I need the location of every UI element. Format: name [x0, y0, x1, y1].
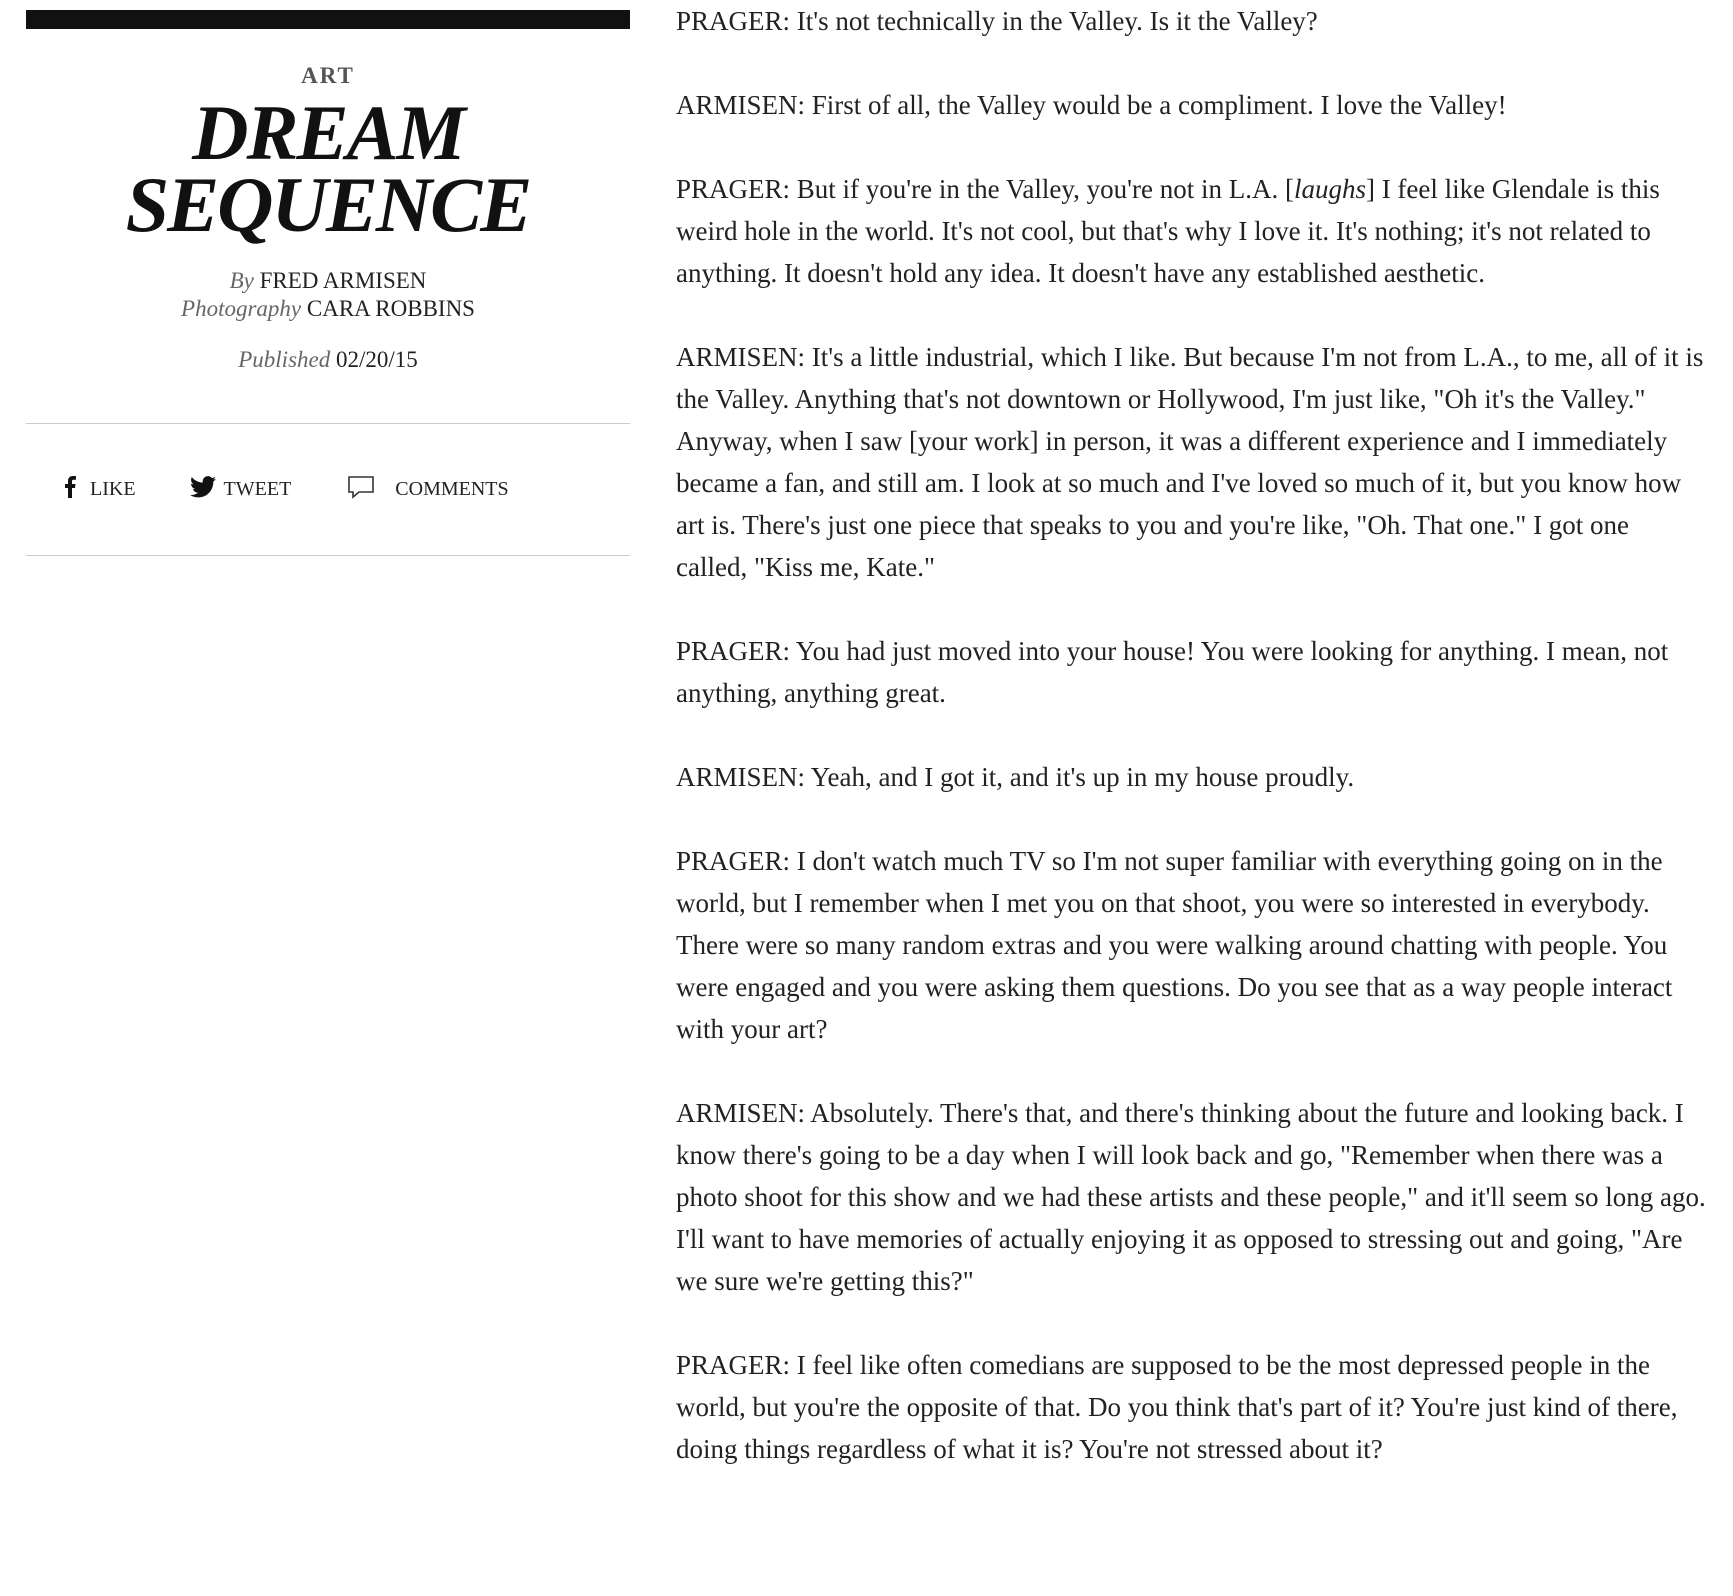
share-bar [26, 424, 630, 555]
article-body [676, 0, 1706, 1512]
facebook-icon [64, 476, 76, 504]
paragraph [676, 0, 1706, 42]
paragraph-text: Absolutely. There's that, and there's thinking about the future and looking back. I know there's going to be a day when I will look back and go, "Remember when there was a photo shoot for this show and we had these artists and these people," and it'll seem so long ago. I'll want to have memories of actually enjoying it as opposed to stressing out and going, "Are we sure we're getting this?" [676, 1098, 1706, 1296]
title-line: DREAM [192, 89, 464, 176]
speaker-name: ARMISEN : [676, 1098, 810, 1128]
by-label: By [229, 268, 254, 293]
paragraph-text: I feel like often comedians are supposed to be the most depressed people in the world, but you're the opposite of that. Do you think that's part of it? You're just kind of there, doing things regardless of what it is? You're not stressed about it? [676, 1350, 1678, 1464]
photo-credit [26, 295, 630, 323]
tweet-label: TWEET [223, 478, 292, 500]
paragraph-text: ] I feel like Glendale is this weird hole in the world. It's not cool, but that's why I love it. It's nothing; it's not related to anything. It doesn't hold any idea. It doesn't have any established aesthetic. [676, 174, 1660, 288]
stage-direction: laughs [1293, 174, 1366, 204]
twitter-icon [190, 476, 216, 504]
like-button[interactable] [64, 476, 136, 504]
published-label: Published [238, 347, 331, 372]
photography-label: Photography [181, 296, 302, 321]
paragraph [676, 1092, 1706, 1302]
author-name[interactable]: FRED ARMISEN [259, 268, 427, 293]
comments-button[interactable] [347, 475, 508, 505]
paragraph-text: You had just moved into your house! You were looking for anything. I mean, not anything, anything great. [676, 636, 1669, 708]
paragraph-text: I don't watch much TV so I'm not super familiar with everything going on in the world, but I remember when I met you on that shoot, you were so interested in everybody. There were so many random extras and you were walking around chatting with people. You were engaged and you were asking them questions. Do you see that as a way people interact with your art? [676, 846, 1673, 1044]
paragraph [676, 840, 1706, 1050]
title-line: SEQUENCE [125, 161, 531, 248]
credits [26, 267, 630, 323]
paragraph-text: Yeah, and I got it, and it's up in my house proudly. [810, 762, 1355, 792]
speaker-name: PRAGER : [676, 174, 797, 204]
comment-bubble-icon [347, 475, 375, 505]
speaker-name: ARMISEN : [676, 90, 812, 120]
paragraph [676, 84, 1706, 126]
tweet-button[interactable] [190, 476, 292, 504]
article-title [26, 89, 630, 248]
paragraph-text: First of all, the Valley would be a compliment. I love the Valley! [811, 90, 1507, 120]
publish-date [26, 347, 630, 373]
like-label: LIKE [90, 478, 136, 500]
paragraph [676, 756, 1706, 798]
paragraph [676, 630, 1706, 714]
top-rule [26, 10, 630, 29]
paragraph [676, 168, 1706, 294]
speaker-name: PRAGER : [676, 6, 797, 36]
article-sidebar [26, 10, 630, 556]
paragraph-text: It's not technically in the Valley. Is it the Valley? [796, 6, 1318, 36]
paragraph [676, 336, 1706, 588]
comments-label: COMMENTS [395, 478, 509, 500]
section-label[interactable]: ART [301, 63, 355, 88]
speaker-name: ARMISEN : [676, 762, 811, 792]
published-date: 02/20/15 [335, 347, 418, 372]
paragraph [676, 1344, 1706, 1470]
speaker-name: PRAGER : [676, 846, 797, 876]
paragraph-text: But if you're in the Valley, you're not in L.A. [ [796, 174, 1294, 204]
byline [26, 267, 630, 295]
divider [26, 555, 630, 556]
speaker-name: PRAGER : [676, 636, 796, 666]
speaker-name: ARMISEN : [676, 342, 812, 372]
speaker-name: PRAGER : [676, 1350, 797, 1380]
paragraph-text: It's a little industrial, which I like. But because I'm not from L.A., to me, all of it is the Valley. Anything that's not downtown or Hollywood, I'm just like, "Oh it's the Valley." Anyway, when I saw [your work] in person, it was a different experience and I immediately became a fan, and still am. I look at so much and I've loved so much of it, but you know how art is. There's just one piece that speaks to you and you're like, "Oh. That one." I got one called, "Kiss me, Kate." [676, 342, 1704, 582]
photographer-name[interactable]: CARA ROBBINS [306, 296, 475, 321]
